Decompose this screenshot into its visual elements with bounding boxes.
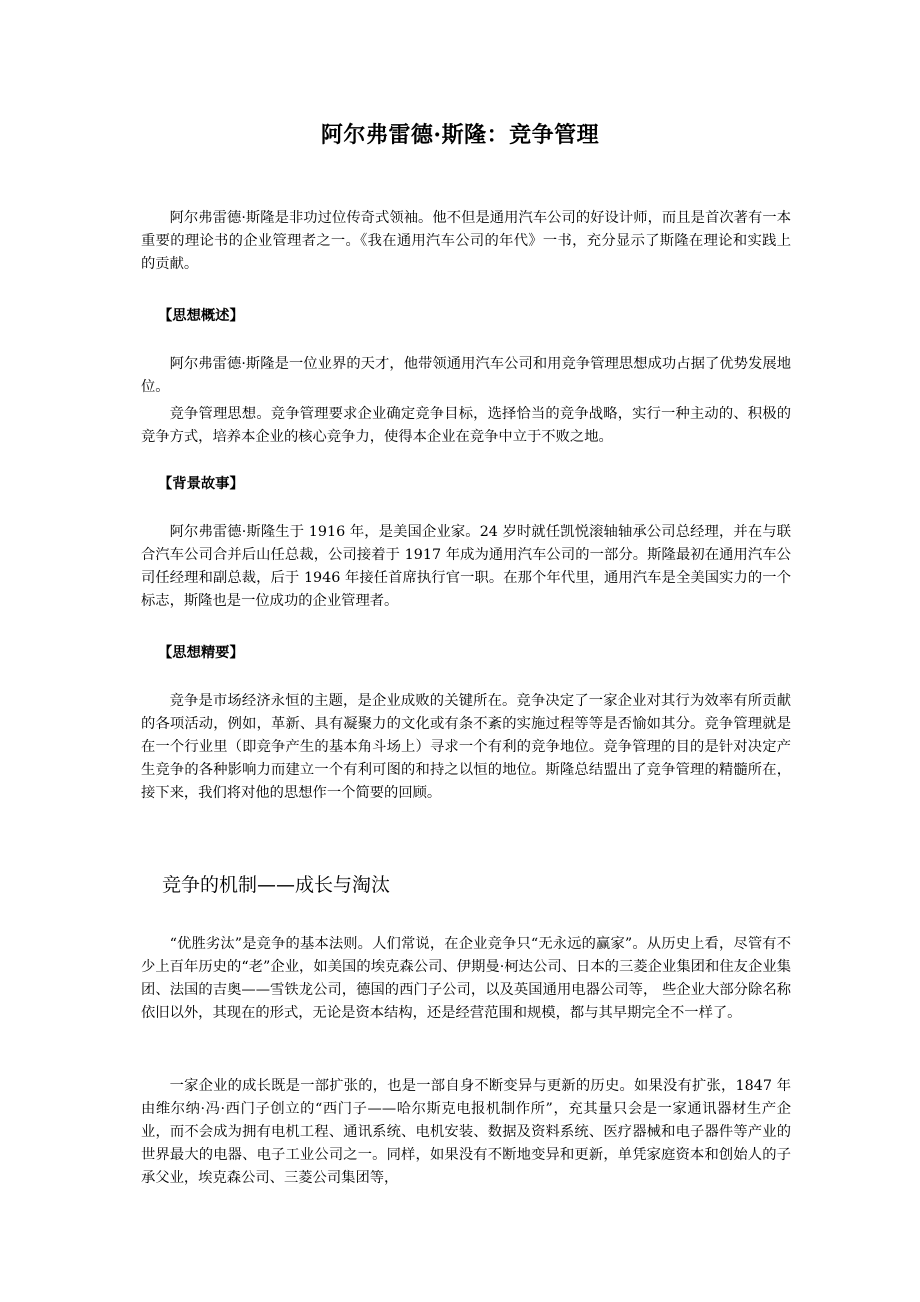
subsection-paragraph-1: “优胜劣汰”是竞争的基本法则。人们常说，在企业竞争只“无永远的赢家”。从历史上看，尽管有不少上百年历史的“老”企业，如美国的埃克森公司、伊期曼·柯达公司、日本的三菱企业集团和住友企业集团、法国的吉奥——雪铁龙公司，德国的西门子公司，以及英国通用电器公司等， 些企业大部分除名称依旧以外，其现在的形式，无论是资本结构，还是经营范围和规模，都与其早期完全不一样了。: [141, 936, 791, 1021]
overview-paragraph-1: 阿尔弗雷德·斯隆是一位业界的天才，他带领通用汽车公司和用竞争管理思想成功占据了优势发展地位。: [141, 356, 791, 395]
overview-paragraph-2: 竞争管理思想。竞争管理要求企业确定竞争目标，选择恰当的竞争战略，实行一种主动的、积极的竞争方式，培养本企业的核心竞争力，使得本企业在竞争中立于不败之地。: [141, 406, 791, 445]
intro-paragraph: 阿尔弗雷德·斯隆是非功过位传奇式领袖。他不但是通用汽车公司的好设计师，而且是首次著有一本重要的理论书的企业管理者之一。《我在通用汽车公司的年代》一书，充分显示了斯隆在理论和实践上的贡献。: [141, 210, 791, 272]
background-paragraph: 阿尔弗雷德·斯隆生于 1916 年，是美国企业家。24 岁时就任凯悦滚轴轴承公司总经理，并在与联合汽车公司合并后山任总裁，公司接着于 1917 年成为通用汽车公司的一部分。斯隆最初在通用汽车公司任经理和副总裁，后于 1946 年接任首席执行官一职。在那个年代里，通用汽车是全美国实力的一个标志，斯隆也是一位成功的企业管理者。: [141, 524, 791, 609]
essence-paragraph: 竞争是市场经济永恒的主题，是企业成败的关键所在。竞争决定了一家企业对其行为效率有所贡献的各项活动，例如，革新、具有凝聚力的文化或有条不紊的实施过程等等是否愉如其分。竞争管理就是在一个行业里（即竞争产生的基本角斗场上）寻求一个有利的竞争地位。竞争管理的目的是针对决定产生竞争的各种影响力而建立一个有利可图的和持之以恒的地位。斯隆总结盟出了竞争管理的精髓所在，接下来，我们将对他的思想作一个简要的回顾。: [141, 693, 791, 801]
subsection-title: 竞争的机制——成长与淘汰: [162, 874, 391, 896]
page-title: 阿尔弗雷德·斯隆：竞争管理: [320, 122, 600, 148]
section-heading-essence: 【思想精要】: [158, 645, 244, 661]
section-heading-overview: 【思想概述】: [158, 308, 244, 324]
section-heading-background: 【背景故事】: [158, 476, 244, 492]
subsection-paragraph-2: 一家企业的成长既是一部扩张的，也是一部自身不断变异与更新的历史。如果没有扩张，1847 年由维尔纳·冯·西门子创立的“西门子——哈尔斯克电报机制作所”，充其量只会是一家通讯器材生产企业，而不会成为拥有电机工程、通讯系统、电机安装、数据及资料系统、医疗器械和电子器件等产业的世界最大的电器、电子工业公司之一。同样，如果没有不断地变异和更新，单凭家庭资本和创始人的子承父业，埃克森公司、三菱公司集团等，: [141, 1078, 791, 1186]
